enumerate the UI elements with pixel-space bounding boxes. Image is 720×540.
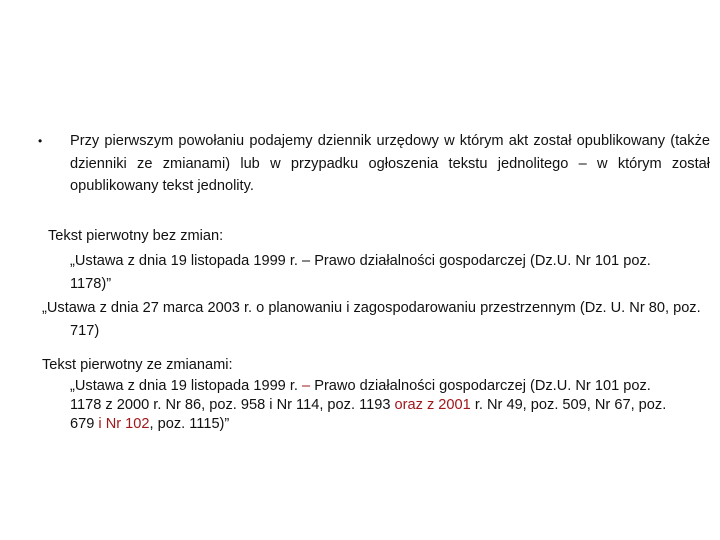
- original-text-example-1: „Ustawa z dnia 19 listopada 1999 r. – Prawo działalności gospodarczej (Dz.U. Nr 101 poz. 1178)”: [70, 253, 651, 292]
- bullet-marker: •: [38, 134, 43, 148]
- amended-highlight-1: oraz z 2001: [394, 397, 471, 413]
- amended-highlight-2: i Nr 102: [98, 416, 150, 432]
- original-text-heading: Tekst pierwotny bez zmian:: [48, 228, 224, 244]
- amended-text-example: [70, 377, 686, 434]
- amended-dash-highlight: –: [302, 378, 311, 394]
- amended-part-4: , poz. 1115)”: [149, 416, 230, 432]
- original-text-example-2: „Ustawa z dnia 27 marca 2003 r. o planowaniu i zagospodarowaniu przestrzennym (Dz. U. Nr 80, poz. 717): [42, 300, 701, 339]
- amended-text-heading: Tekst pierwotny ze zmianami:: [42, 357, 233, 373]
- amended-part-2: Prawo działalności gospodarczej (Dz.U. Nr 101 poz. 1178 z 2000 r. Nr 86, poz. 958 i Nr 114, poz. 1193: [70, 378, 651, 413]
- intro-paragraph: Przy pierwszym powołaniu podajemy dziennik urzędowy w którym akt został opublikowany (także dzienniki ze zmianami) lub w przypadku ogłoszenia tekstu jednolitego – w którym został opublikowany tekst jednolity.: [70, 133, 710, 194]
- amended-part-3: r. Nr 49, poz. 509, Nr 67, poz. 679: [70, 397, 667, 432]
- amended-part-1: „Ustawa z dnia 19 listopada 1999 r.: [70, 378, 303, 394]
